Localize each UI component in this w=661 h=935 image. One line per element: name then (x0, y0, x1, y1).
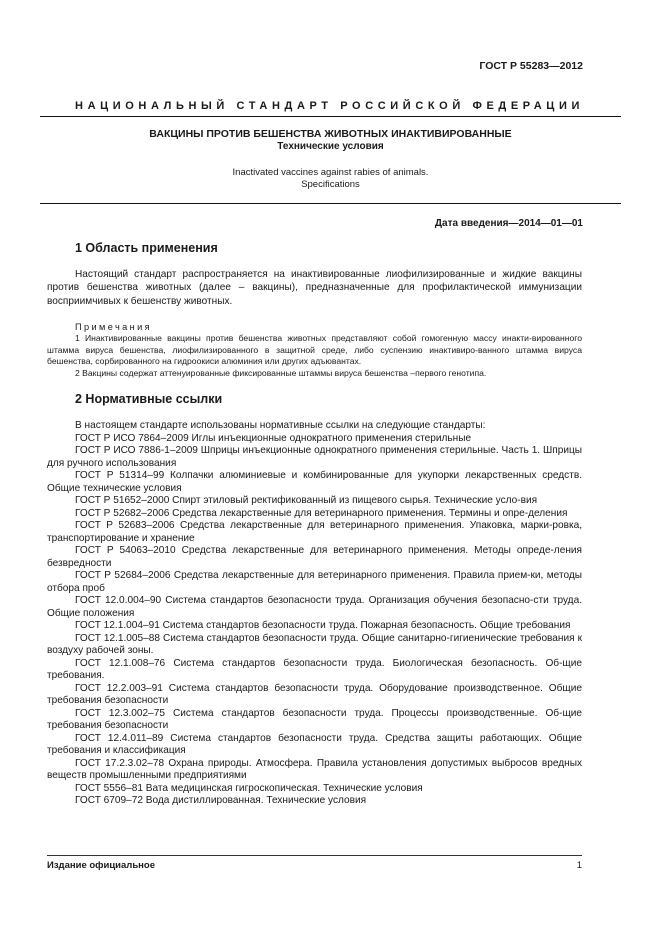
note-2: 2 Вакцины содержат аттенуированные фиксированные штаммы вируса бешенства –первого генотипа. (75, 368, 487, 378)
list-item: В настоящем стандарте использованы нормативные ссылки на следующие стандарты: (75, 420, 486, 431)
list-item: ГОСТ 17.2.3.02–78 Охрана природы. Атмосфера. Правила установления допустимых выбросов вредных веществ промышленными предприятиями (47, 757, 582, 781)
list-item: ГОСТ Р 52684–2006 Средства лекарственные для ветеринарного применения. Правила прием-ки, методы отбора проб (47, 570, 582, 594)
list-item: ГОСТ Р 52682–2006 Средства лекарственные для ветеринарного применения. Термины и опре-деления (75, 507, 568, 519)
page-number: 1 (576, 860, 582, 871)
note-1: 1 Инактивированные вакцины против бешенства животных представляют собой гомогенную массу инакти-вированного штамма вируса бешенства, лиофилизированного в защитной среде, либо суспензию инактивиро-ванного штамма вируса бешенства, сорбированного на гидроокиси алюминия или других адъювантах. (47, 333, 582, 367)
footer-divider (47, 855, 582, 856)
normative-references-list (47, 420, 582, 808)
standard-subtitle: Технические условия (277, 141, 384, 152)
notes-label: Примечания (75, 322, 153, 332)
list-item: ГОСТ 12.1.005–88 Система стандартов безопасности труда. Общие санитарно-гигиенические требования к воздуху рабочей зоны. (47, 632, 582, 656)
list-item: ГОСТ Р 51314–99 Колпачки алюминиевые и комбинированные для укупорки лекарственных средств. Общие технические условия (47, 470, 582, 494)
list-item: ГОСТ 12.2.003–91 Система стандартов безопасности труда. Оборудование производственное. Общие требования безопасности (47, 682, 582, 706)
english-title: Inactivated vaccines against rabies of animals. (232, 167, 429, 178)
list-item: ГОСТ 12.1.004–91 Система стандартов безопасности труда. Пожарная безопасность. Общие требования (75, 620, 571, 631)
national-standard-banner: НАЦИОНАЛЬНЫЙ СТАНДАРТ РОССИЙСКОЙ ФЕДЕРАЦИИ (75, 100, 584, 112)
section-1-heading: 1 Область применения (75, 241, 218, 255)
list-item: ГОСТ 5556–81 Вата медицинская гигроскопическая. Технические условия (75, 782, 423, 794)
list-item: ГОСТ Р ИСО 7864–2009 Иглы инъекционные однократного применения стерильные (75, 432, 472, 444)
english-subtitle: Specifications (301, 179, 360, 190)
official-edition-label: Издание официальное (47, 860, 155, 871)
list-item: ГОСТ 12.0.004–90 Система стандартов безопасности труда. Организация обучения безопасно-сти труда. Общие положения (47, 595, 582, 619)
title-divider (40, 203, 621, 204)
document-code: ГОСТ Р 55283—2012 (479, 60, 583, 72)
header-divider (40, 116, 621, 117)
section-1-text: Настоящий стандарт распространяется на инактивированные лиофилизированные и жидкие вакцины против бешенства животных (далее – вакцины), предназначенные для профилактической иммунизации восприимчивых к бешенству животных. (47, 269, 582, 307)
list-item: ГОСТ 6709–72 Вода дистиллированная. Технические условия (75, 795, 367, 806)
list-item: ГОСТ 12.3.002–75 Система стандартов безопасности труда. Процессы производственные. Об-щие требования безопасности (47, 707, 582, 731)
list-item: ГОСТ 12.4.011–89 Система стандартов безопасности труда. Средства защиты работающих. Общие требования и классификация (47, 732, 582, 756)
standard-title: ВАКЦИНЫ ПРОТИВ БЕШЕНСТВА ЖИВОТНЫХ ИНАКТИВИРОВАННЫЕ (149, 128, 512, 140)
list-item: ГОСТ Р 54063–2010 Средства лекарственные для ветеринарного применения. Методы опреде-ления безвредности (47, 545, 582, 569)
list-item: ГОСТ Р 52683–2006 Средства лекарственные для ветеринарного применения. Упаковка, марки-ровка, транспортирование и хранение (47, 520, 582, 544)
list-item: ГОСТ Р ИСО 7886-1–2009 Шприцы инъекционные однократного применения стерильные. Часть 1. Шприцы для ручного использования (47, 445, 582, 469)
list-item: ГОСТ 12.1.008–76 Система стандартов безопасности труда. Биологическая безопасность. Об-щие требования. (47, 657, 582, 681)
section-2-heading: 2 Нормативные ссылки (75, 392, 223, 406)
list-item: ГОСТ Р 51652–2000 Спирт этиловый ректификованный из пищевого сырья. Технические усло-вия (75, 495, 538, 506)
introduction-date: Дата введения—2014—01—01 (434, 218, 583, 229)
